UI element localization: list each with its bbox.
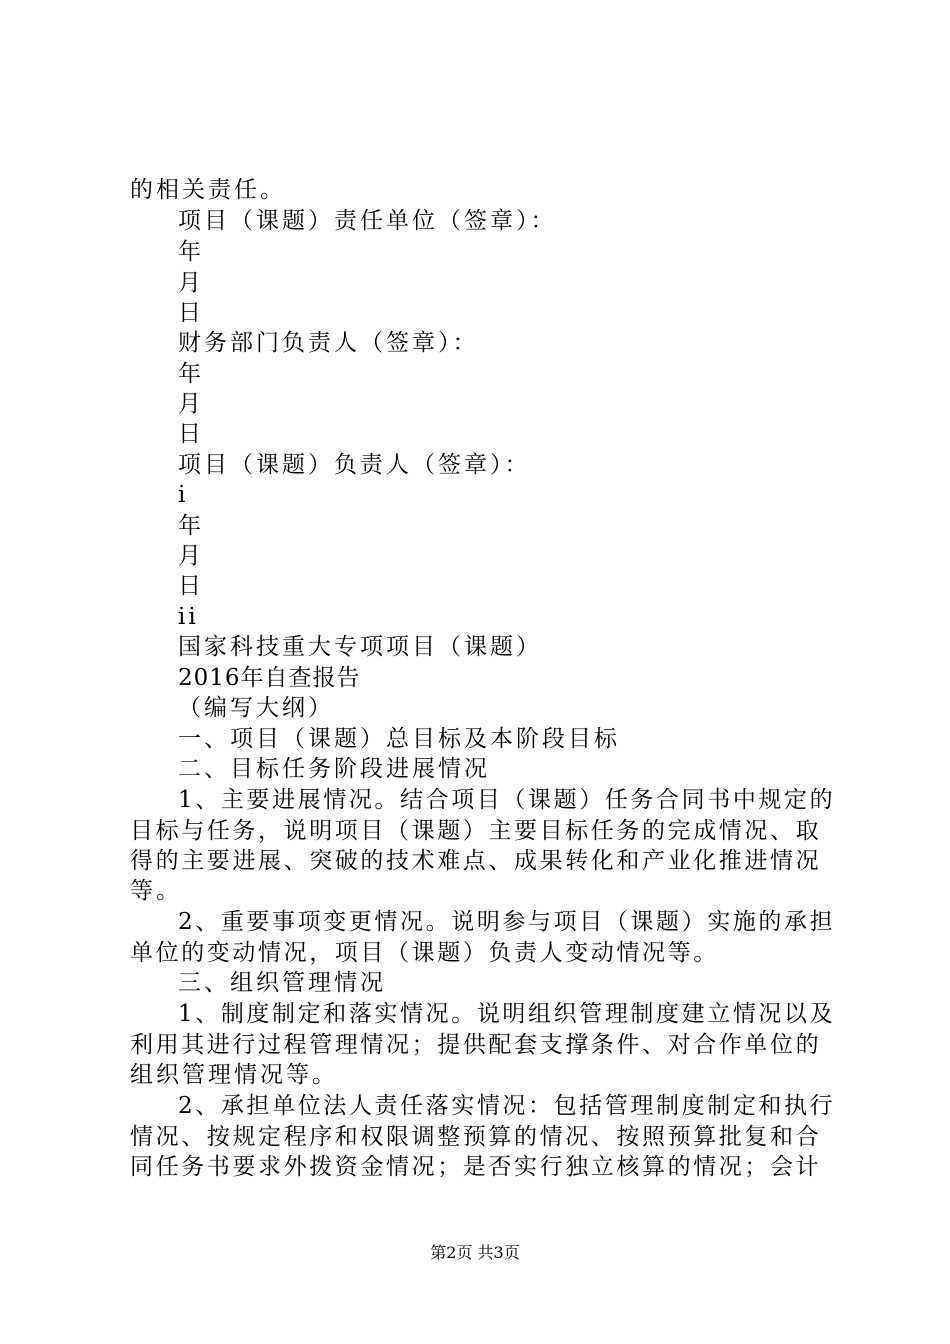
text-line: 国家科技重大专项项目（课题） bbox=[178, 634, 542, 660]
text-line: 情况、按规定程序和权限调整预算的情况、按照预算批复和合 bbox=[130, 1124, 822, 1150]
text-line: 2、承担单位法人责任落实情况：包括管理制度制定和执行 bbox=[178, 1093, 836, 1119]
text-line: 单位的变动情况，项目（课题）负责人变动情况等。 bbox=[130, 940, 719, 966]
text-line: （编写大纲） bbox=[178, 695, 334, 721]
page-footer: 第2页 共3页 bbox=[430, 1243, 520, 1262]
text-line: i bbox=[178, 482, 189, 508]
text-line: 月 bbox=[178, 543, 204, 569]
text-line: 2、重要事项变更情况。说明参与项目（课题）实施的承担 bbox=[178, 909, 836, 935]
text-line: 组织管理情况等。 bbox=[130, 1062, 338, 1088]
text-line: 等。 bbox=[130, 878, 182, 904]
text-line: 年 bbox=[178, 513, 204, 539]
text-line: 三、组织管理情况 bbox=[178, 970, 386, 996]
text-line: 利用其进行过程管理情况；提供配套支撑条件、对合作单位的 bbox=[130, 1032, 822, 1058]
text-line: 月 bbox=[178, 391, 204, 417]
text-line: 得的主要进展、突破的技术难点、成果转化和产业化推进情况 bbox=[130, 848, 822, 874]
text-line: 日 bbox=[178, 573, 204, 599]
text-line: 1、主要进展情况。结合项目（课题）任务合同书中规定的 bbox=[178, 787, 836, 813]
text-line: 年 bbox=[178, 239, 204, 265]
text-line: 2016年自查报告 bbox=[178, 665, 361, 691]
text-line: 项目（课题）责任单位（签章）： bbox=[178, 208, 557, 234]
text-line: 1、制度制定和落实情况。说明组织管理制度建立情况以及 bbox=[178, 1001, 836, 1027]
text-line: 目标与任务，说明项目（课题）主要目标任务的完成情况、取 bbox=[130, 818, 822, 844]
text-line: 同任务书要求外拨资金情况；是否实行独立核算的情况；会计 bbox=[130, 1154, 822, 1180]
text-line: 一、项目（课题）总目标及本阶段目标 bbox=[178, 726, 620, 752]
text-line: 项目（课题）负责人（签章）： bbox=[178, 452, 531, 478]
text-line: 二、目标任务阶段进展情况 bbox=[178, 756, 490, 782]
text-line: 日 bbox=[178, 300, 204, 326]
text-line: 日 bbox=[178, 421, 204, 447]
text-line: 月 bbox=[178, 270, 204, 296]
text-line: 年 bbox=[178, 361, 204, 387]
text-line: 财务部门负责人（签章）： bbox=[178, 330, 479, 356]
text-line: ii bbox=[178, 604, 199, 630]
text-line: 的相关责任。 bbox=[130, 177, 286, 203]
